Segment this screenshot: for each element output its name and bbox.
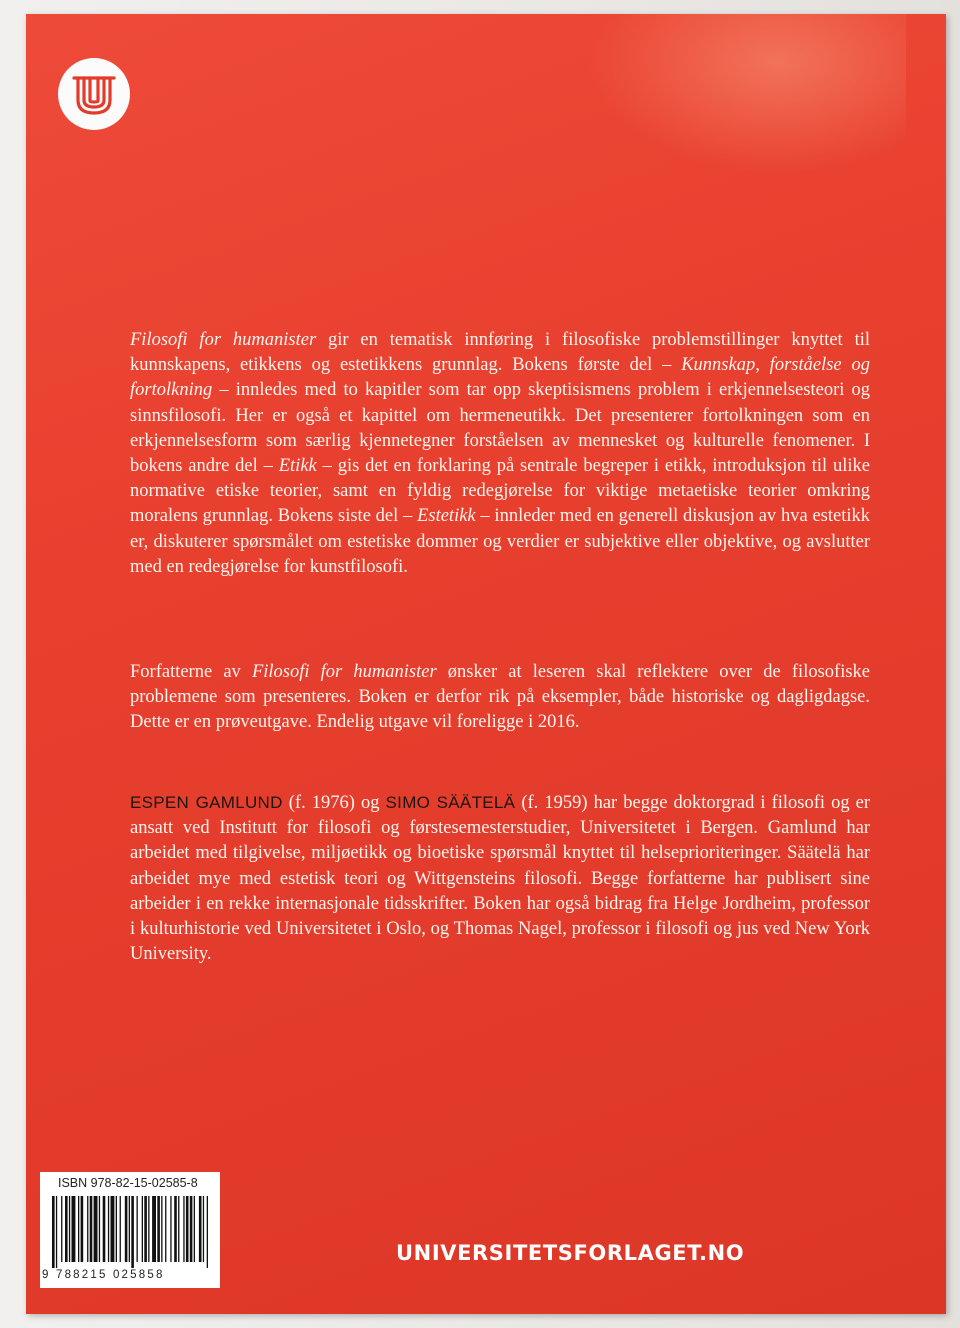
author-name-1: ESPEN GAMLUND <box>130 793 283 812</box>
description-text: – innleder med en generell diskusjon av hva estetikk er, diskuterer spørsmålet om estetiske dommer og verdier er subjektive eller objektive, og avslutter med en redegjørelse for kunstfilosofi. <box>130 506 870 577</box>
description-text: Forfatterne av <box>130 662 252 682</box>
part-two-title: Etikk <box>278 456 317 477</box>
barcode-bars-icon <box>44 1196 216 1268</box>
barcode-digits: 9 788215 025858 <box>42 1269 165 1281</box>
description-paragraph-1 <box>130 328 870 580</box>
isbn-barcode <box>40 1172 220 1288</box>
light-glare <box>586 14 906 174</box>
author-bio-paragraph <box>130 790 870 967</box>
author-bio-text: (f. 1959) har begge doktorgrad i filosofi og er ansatt ved Institutt for filosofi og førstesemesterstudier, Universitetet i Bergen. Gamlund har arbeidet med tilgivelse, miljøetikk og bioetiske spørsmål knyttet til helseprioriteringer. Säätelä har arbeidet mye med estetisk teori og Wittgensteins filosofi. Begge forfatterne har publisert sine arbeider i en rekke internasjonale tidsskrifter. Boken har også bidrag fra Helge Jordheim, professor i kulturhistorie ved Universitetet i Oslo, og Thomas Nagel, professor i filosofi og jus ved New York University. <box>130 793 871 965</box>
author-bio-text: (f. 1976) og <box>282 793 386 813</box>
publisher-url: UNIVERSITETSFORLAGET.NO <box>396 1241 745 1265</box>
book-title: Filosofi for humanister <box>251 662 437 682</box>
part-three-title: Estetikk <box>417 506 476 527</box>
part-one-title: Kunnskap, forståelse og fortolkning <box>130 355 870 401</box>
description-text: – innledes med to kapitler som tar opp skeptisismens problem i erkjennelsesteori og sinnsfilosofi. Her er også et kapittel om hermeneutikk. Det presenterer fortolkningen som en erkjennelsesform som særlig kjennetegner forståelsen av mennesket og kulturelle fenomener. I bokens andre del – <box>130 380 870 477</box>
description-text: gir en tematisk innføring i filosofiske problemstillinger knyttet til kunnskapens, etikkens og estetikkens grunnlag. Bokens første del – <box>130 330 870 376</box>
description-text: ønsker at leseren skal reflektere over de filosofiske problemene som presenteres. Boken er derfor rik på eksempler, både historiske og dagligdagse. Dette er en prøveutgave. Endelig utgave vil foreligge i 2016. <box>130 662 870 733</box>
description-paragraph-2 <box>130 660 870 736</box>
universitetsforlaget-logo-icon <box>58 58 130 130</box>
description-text: – gis det en forklaring på sentrale begreper i etikk, introduksjon til ulike normative etiske teorier, samt en fyldig redegjørelse for viktige metaetiske teorier omkring moralens grunnlag. Bokens siste del – <box>130 456 870 527</box>
author-name-2: SIMO SÄÄTELÄ <box>385 793 516 812</box>
book-back-cover <box>26 14 946 1314</box>
isbn-label: ISBN 978-82-15-02585-8 <box>58 1176 198 1190</box>
book-title: Filosofi for humanister <box>130 330 317 350</box>
